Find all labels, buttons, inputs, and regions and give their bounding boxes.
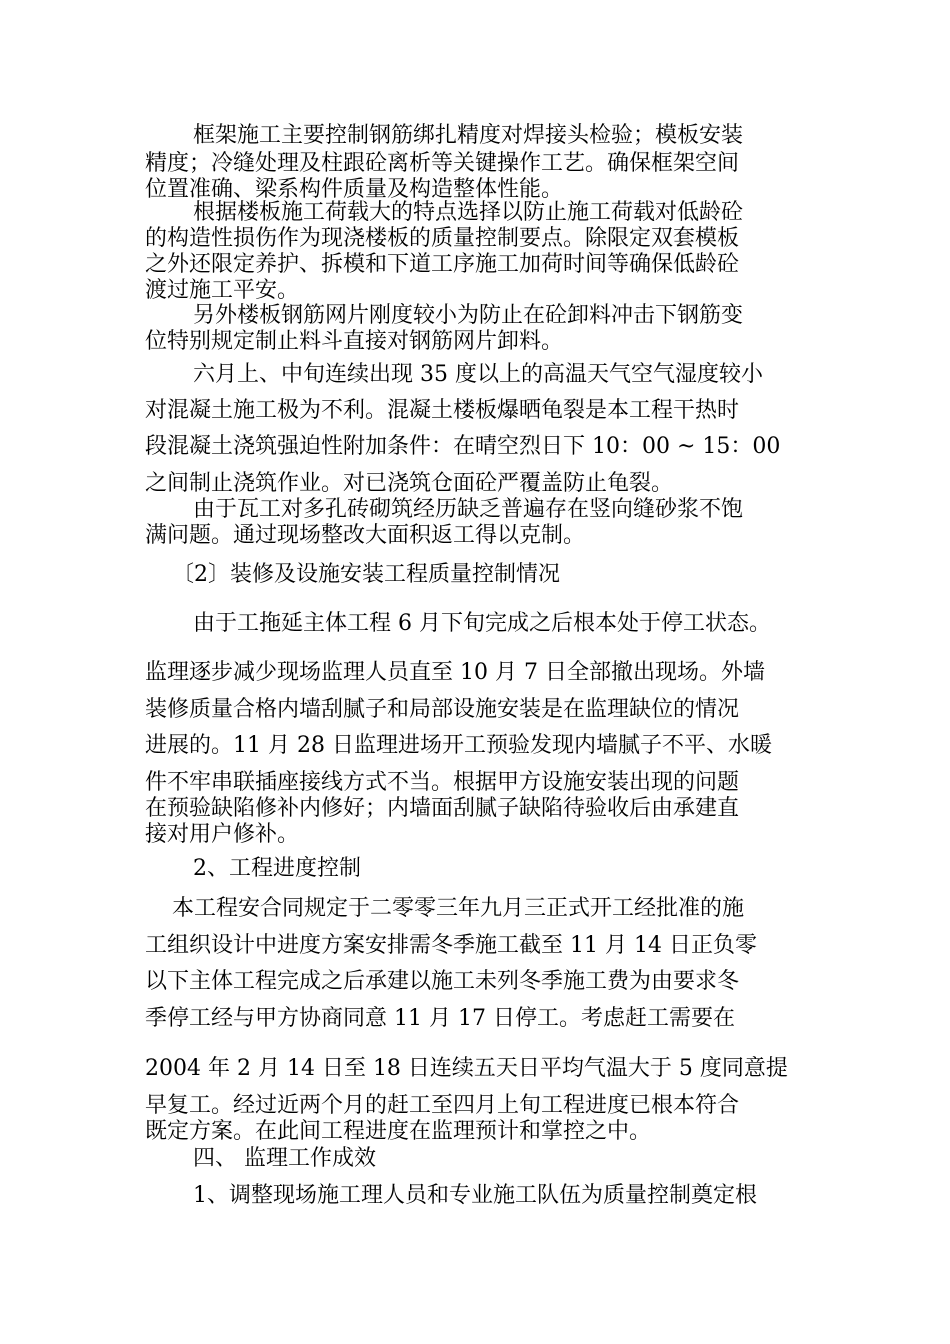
text-line: 接对用户修补。: [145, 822, 300, 847]
text-line: 另外楼板钢筋网片刚度较小为防止在砼卸料冲击下钢筋变: [193, 303, 744, 328]
text-line: 在预验缺陷修补内修好；内墙面刮腻子缺陷待验收后由承建直: [145, 796, 740, 821]
text-line: 由于瓦工对多孔砖砌筑经历缺乏普遍存在竖向缝砂浆不饱: [193, 497, 744, 522]
text-line: 以下主体工程完成之后承建以施工未列冬季施工费为由要求冬: [145, 969, 740, 994]
section-heading: 四、 监理工作成效: [193, 1146, 376, 1171]
section-heading: 〔2〕装修及设施安装工程质量控制情况: [172, 562, 560, 587]
text-line: 对混凝土施工极为不利。混凝土楼板爆晒龟裂是本工程干热时: [145, 398, 740, 423]
text-line: 根据楼板施工荷载大的特点选择以防止施工荷载对低龄砼: [193, 200, 744, 225]
text-line: 既定方案。在此间工程进度在监理预计和掌控之中。: [145, 1119, 652, 1144]
text-line: 位特别规定制止料斗直接对钢筋网片卸料。: [145, 329, 564, 354]
text-line: 工组织设计中进度方案安排需冬季施工截至 11 月 14 日正负零: [145, 933, 757, 958]
text-line: 位置准确、梁系构件质量及构造整体性能。: [145, 177, 564, 202]
text-line: 精度；冷缝处理及柱跟砼离析等关键操作工艺。确保框架空间: [145, 151, 740, 176]
text-line: 的构造性损伤作为现浇楼板的质量控制要点。除限定双套模板: [145, 226, 740, 251]
text-line: 进展的。11 月 28 日监理进场开工预验发现内墙腻子不平、水暖: [145, 733, 772, 758]
text-line: 监理逐步减少现场监理人员直至 10 月 7 日全部撤出现场。外墙: [145, 660, 765, 685]
text-line: 六月上、中旬连续出现 35 度以上的高温天气空气湿度较小: [193, 362, 763, 387]
text-line: 2004 年 2 月 14 日至 18 日连续五天日平均气温大于 5 度同意提: [145, 1056, 788, 1081]
text-line: 由于工拖延主体工程 6 月下旬完成之后根本处于停工状态。: [193, 611, 771, 636]
text-line: 本工程安合同规定于二零零三年九月三正式开工经批准的施: [172, 896, 745, 921]
text-line: 满问题。通过现场整改大面积返工得以克制。: [145, 523, 586, 548]
text-line: 早复工。经过近两个月的赶工至四月上旬工程进度已根本符合: [145, 1093, 740, 1118]
text-line: 装修质量合格内墙刮腻子和局部设施安装是在监理缺位的情况: [145, 697, 740, 722]
text-line: 段混凝土浇筑强迫性附加条件：在晴空烈日下 10：00 ~ 15：00: [145, 434, 781, 459]
text-line: 渡过施工平安。: [145, 278, 300, 303]
text-line: 框架施工主要控制钢筋绑扎精度对焊接头检验；模板安装: [193, 123, 744, 148]
text-line: 之外还限定养护、拆模和下道工序施工加荷时间等确保低龄砼: [145, 252, 740, 277]
text-line: 1、调整现场施工理人员和专业施工队伍为质量控制奠定根: [193, 1183, 757, 1208]
text-line: 之间制止浇筑作业。对已浇筑仓面砼严覆盖防止龟裂。: [145, 471, 674, 496]
text-line: 季停工经与甲方协商同意 11 月 17 日停工。考虑赶工需要在: [145, 1006, 735, 1031]
section-heading: 2、工程进度控制: [193, 856, 361, 881]
text-line: 件不牢串联插座接线方式不当。根据甲方设施安装出现的问题: [145, 770, 740, 795]
